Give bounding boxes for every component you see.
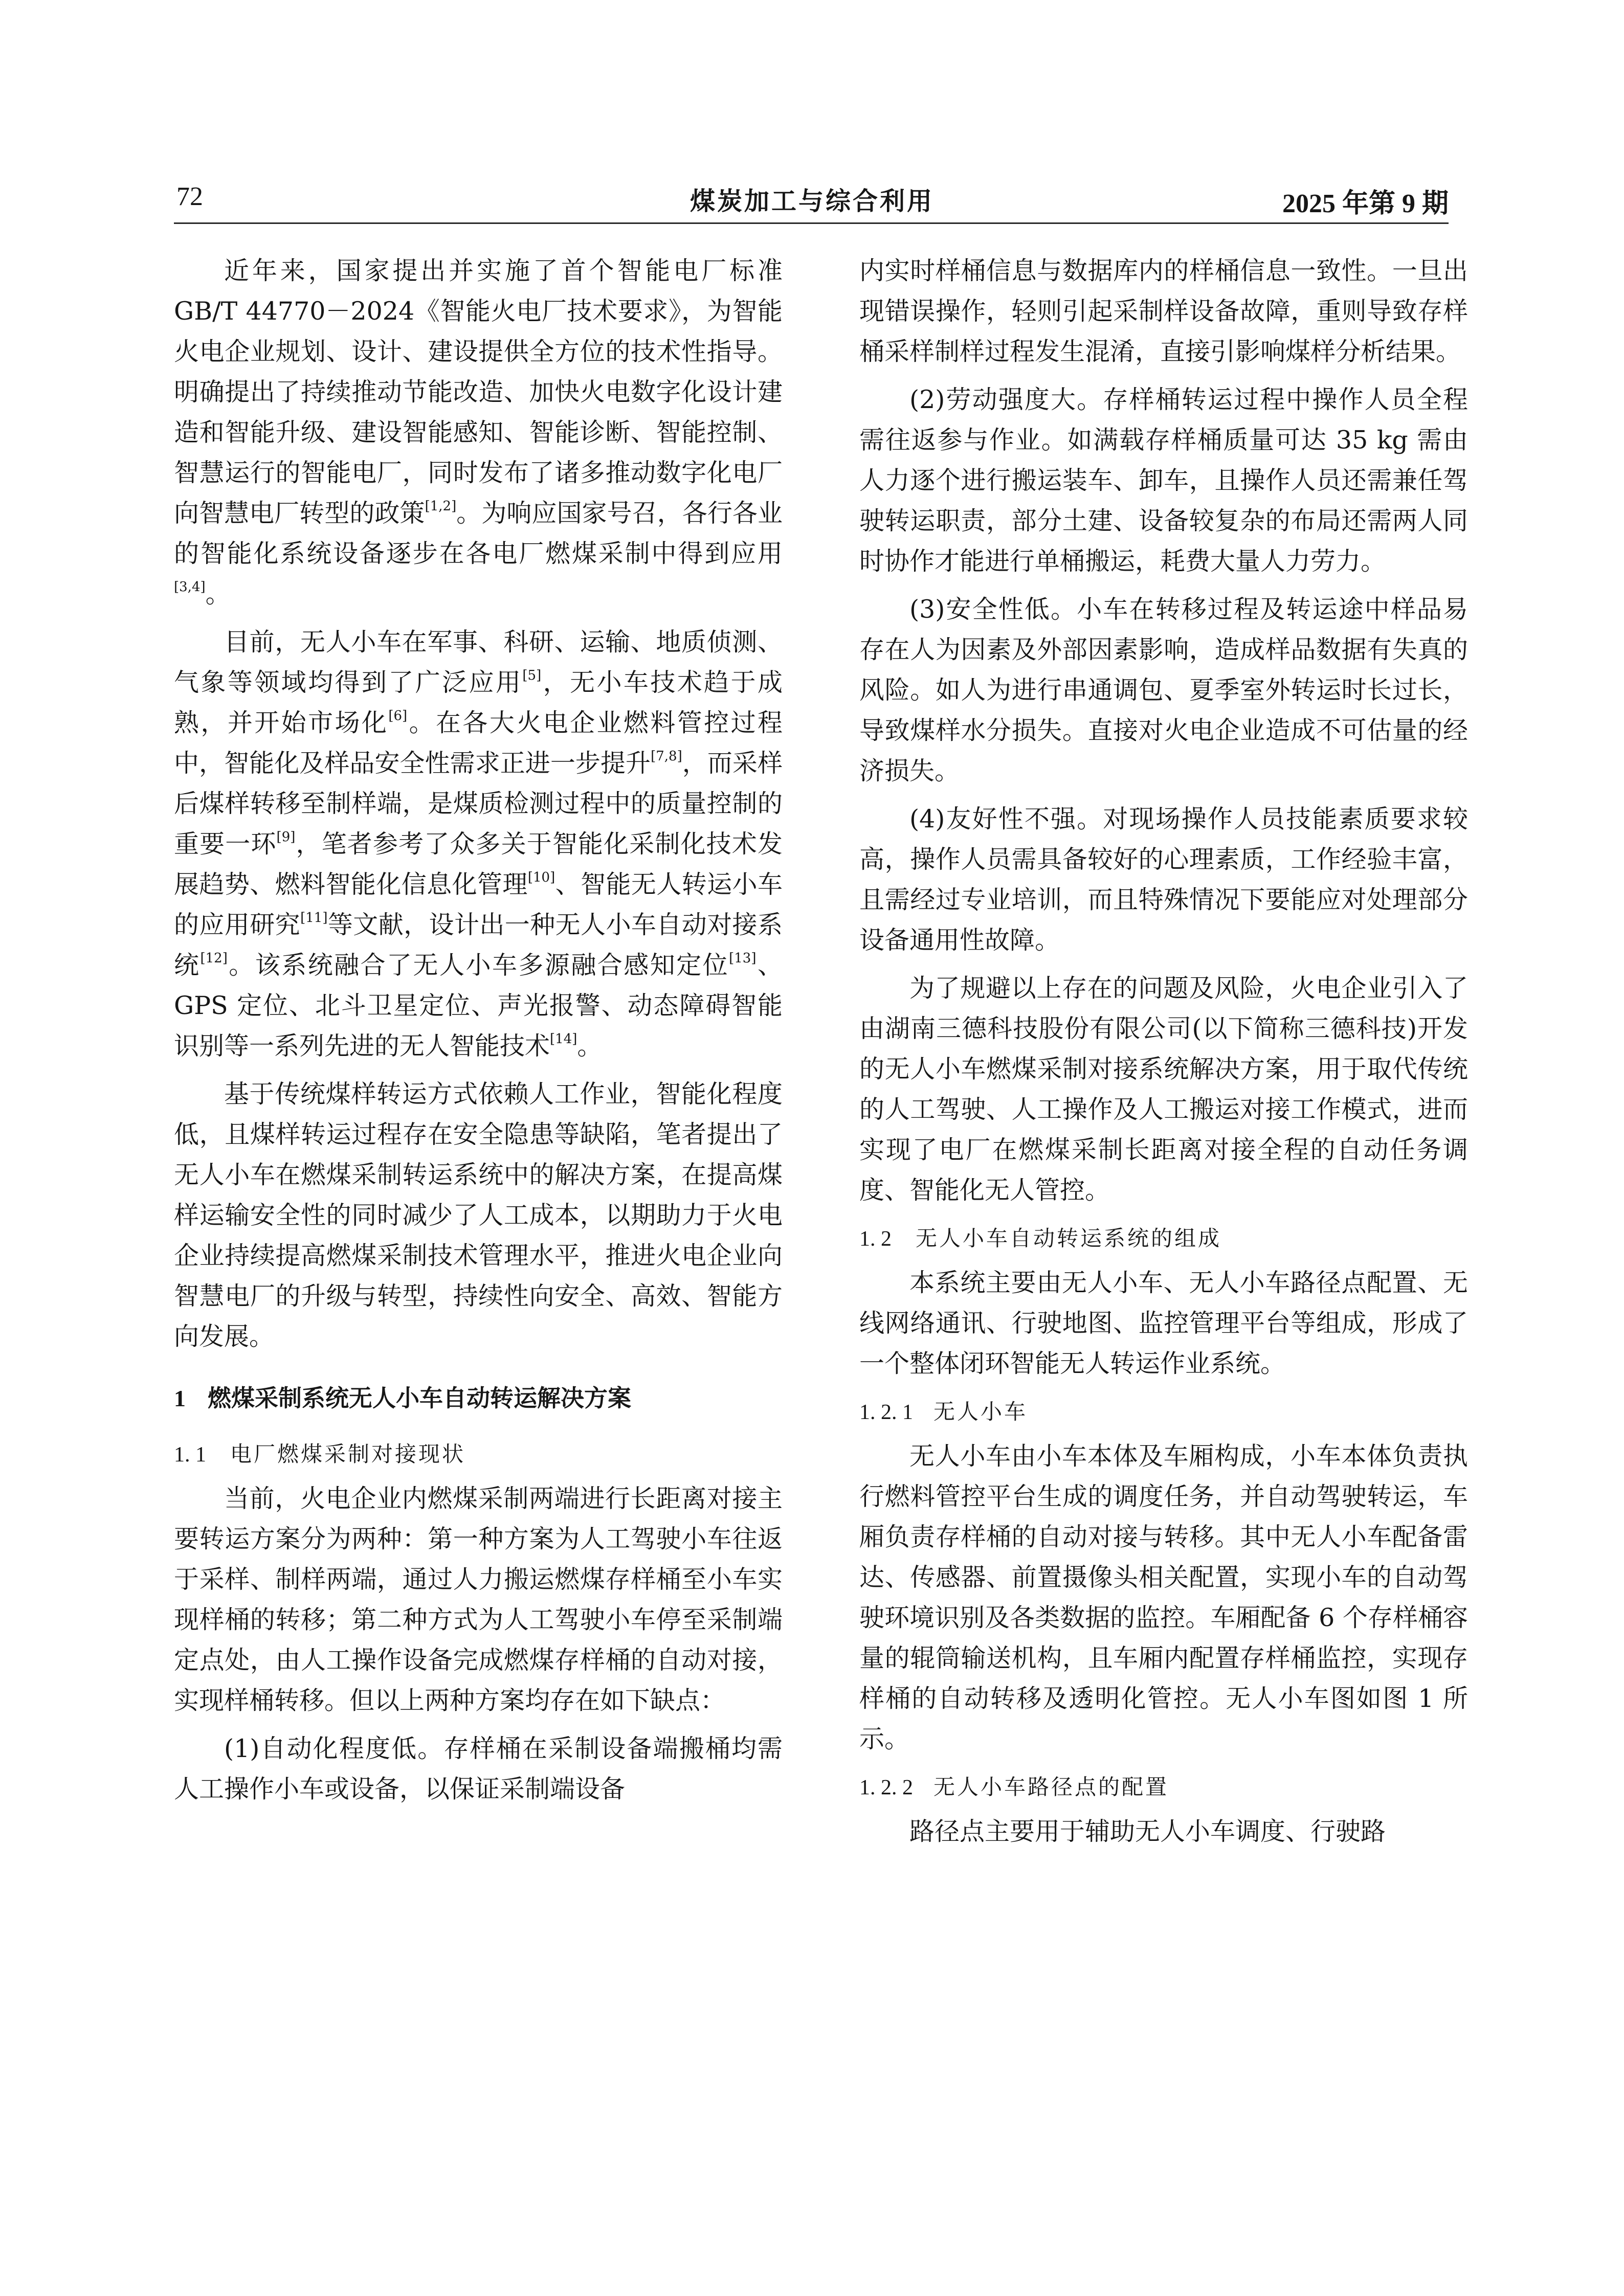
subsubsection-title: 无人小车路径点的配置: [933, 1774, 1169, 1799]
paragraph: 基于传统煤样转运方式依赖人工作业，智能化程度低，且煤样转运过程存在安全隐患等缺陷，笔者提出了无人小车在燃煤采制转运系统中的解决方案，在提高煤样运输安全性的同时减少了人工成本，以期助力于火电企业持续提高燃煤采制技术管理水平，推进火电企业向智慧电厂的升级与转型，持续性向安全、高效、智能方向发展。: [174, 1079, 783, 1351]
paragraph: 路径点主要用于辅助无人小车调度、行驶路: [909, 1817, 1386, 1846]
paragraph: [174, 251, 783, 614]
text-run: 。为响应国家号召，各行各业的智能化系统设备逐步在各电厂燃煤采制中得到应用: [174, 499, 783, 568]
paragraph: (4)友好性不强。对现场操作人员技能素质要求较高，操作人员需具备较好的心理素质，工作经验丰富，且需经过专业培训，而且特殊情况下要能应对处理部分设备通用性故障。: [859, 804, 1468, 955]
section-number: 1: [174, 1385, 186, 1411]
citation[interactable]: [9]: [276, 829, 296, 845]
paragraph: (3)安全性低。小车在转移过程及转运途中样品易存在人为因素及外部因素影响，造成样品数据有失真的风险。如人为进行串通调包、夏季室外转运时长过长，导致煤样水分损失。直接对火电企业造成不可估量的经济损失。: [859, 595, 1468, 785]
subsubsection-heading: [859, 1767, 1468, 1808]
journal-title: 煤炭加工与综合利用: [689, 186, 934, 216]
citation[interactable]: [10]: [527, 870, 555, 885]
citation[interactable]: [1,2]: [425, 499, 457, 514]
citation[interactable]: [5]: [522, 668, 542, 683]
subsection-title: 电厂燃煤采制对接现状: [230, 1442, 466, 1467]
text-run: 。: [577, 1031, 603, 1061]
citation[interactable]: [11]: [300, 910, 328, 926]
text-run: 、智能无人转运小车的应用研究: [174, 870, 783, 939]
citation[interactable]: [3,4]: [174, 579, 206, 595]
header-rule: [174, 222, 1449, 224]
text-run: ，笔者参考了众多关于智能化采制化技术发展趋势、燃料智能化信息化管理: [174, 829, 783, 899]
subsection-title: 无人小车自动转运系统的组成: [916, 1226, 1222, 1251]
paragraph: 无人小车由小车本体及车厢构成，小车本体负责执行燃料管控平台生成的调度任务，并自动驾驶转运，车厢负责存样桶的自动对接与转移。其中无人小车配备雷达、传感器、前置摄像头相关配置，实现小车的自动驾驶环境识别及各类数据的监控。车厢配备 6 个存样桶容量的辊筒输送机构，且车厢内配置存样桶监控，实现存样桶的自动转移及透明化管控。无人小车图如图 1 所示。: [859, 1442, 1468, 1753]
subsection-number: 1. 1: [174, 1443, 206, 1467]
text-run: ，而采样后煤样转移至制样端，是煤质检测过程中的质量控制的重要一环: [174, 749, 783, 859]
paragraph: (2)劳动强度大。存样桶转运过程中操作人员全程需往返参与作业。如满载存样桶质量可达 35 kg 需由人力逐个进行搬运装车、卸车，且操作人员还需兼任驾驶转运职责，部分土建、设备较复杂的布局还需两人同时协作才能进行单桶搬运，耗费大量人力劳力。: [859, 385, 1468, 576]
subsection-number: 1. 2: [859, 1227, 892, 1251]
paragraph-continued: 内实时样桶信息与数据库内的样桶信息一致性。一旦出现错误操作，轻则引起采制样设备故障，重则导致存样桶采样制样过程发生混淆，直接引影响煤样分析结果。: [859, 256, 1468, 366]
paragraph: 本系统主要由无人小车、无人小车路径点配置、无线网络通讯、行驶地图、监控管理平台等组成，形成了一个整体闭环智能无人转运作业系统。: [859, 1268, 1468, 1378]
text-run: 等文献，设计出一种无人小车自动对接系统: [174, 910, 783, 980]
paragraph: 为了规避以上存在的问题及风险，火电企业引入了由湖南三德科技股份有限公司(以下简称三德科技)开发的无人小车燃煤采制对接系统解决方案，用于取代传统的人工驾驶、人工操作及人工搬运对接工作模式，进而实现了电厂在燃煤采制长距离对接全程的自动任务调度、智能化无人管控。: [859, 974, 1468, 1205]
citation[interactable]: [14]: [550, 1031, 577, 1047]
paragraph: (1)自动化程度低。存样桶在采制设备端搬桶均需人工操作小车或设备，以保证采制端设备: [174, 1734, 783, 1804]
citation[interactable]: [13]: [729, 951, 757, 966]
citation[interactable]: [7,8]: [651, 749, 682, 764]
running-header: [0, 182, 1624, 217]
subsubsection-number: 1. 2. 2: [859, 1776, 913, 1799]
text-run: 、GPS 定位、北斗卫星定位、声光报警、动态障碍智能识别等一系列先进的无人智能技术: [174, 951, 783, 1061]
text-run: 。该系统融合了无人小车多源融合感知定位: [227, 951, 729, 980]
text-run: 近年来，国家提出并实施了首个智能电厂标准 GB/T 44770－2024《智能火电厂技术要求》，为智能火电企业规划、设计、建设提供全方位的技术性指导。明确提出了持续推动节能改造、加快火电数字化设计建造和智能升级、建设智能感知、智能诊断、智能控制、智慧运行的智能电厂，同时发布了诸多推动数字化电厂向智慧电厂转型的政策: [174, 256, 783, 528]
left-column: [174, 251, 783, 1817]
subsection-heading: [859, 1218, 1468, 1259]
paragraph: 当前，火电企业内燃煤采制两端进行长距离对接主要转运方案分为两种：第一种方案为人工驾驶小车往返于采样、制样两端，通过人力搬运燃煤存样桶至小车实现样桶的转移；第二种方式为人工驾驶小车停至采制端定点处，由人工操作设备完成燃煤存样桶的自动对接，实现样桶转移。但以上两种方案均存在如下缺点：: [174, 1484, 783, 1715]
subsubsection-heading: [859, 1391, 1468, 1433]
subsubsection-number: 1. 2. 1: [859, 1401, 913, 1424]
citation[interactable]: [12]: [200, 951, 228, 966]
subsubsection-title: 无人小车: [933, 1399, 1028, 1424]
text-run: 。在各大火电企业燃料管控过程中，智能化及样品安全性需求正进一步提升: [174, 708, 783, 778]
page-number: 72: [176, 182, 203, 211]
text-run: 。: [205, 579, 231, 609]
right-column: [859, 251, 1468, 1859]
section-heading: [174, 1378, 783, 1419]
citation[interactable]: [6]: [388, 708, 408, 724]
paragraph: [174, 622, 783, 1066]
section-title: 燃煤采制系统无人小车自动转运解决方案: [208, 1384, 631, 1412]
text-run: 目前，无人小车在军事、科研、运输、地质侦测、气象等领域均得到了广泛应用: [174, 627, 783, 697]
issue-label: 2025 年第 9 期: [1282, 189, 1449, 218]
text-run: ，无小车技术趋于成熟，并开始市场化: [174, 668, 783, 737]
subsection-heading: [174, 1434, 783, 1475]
